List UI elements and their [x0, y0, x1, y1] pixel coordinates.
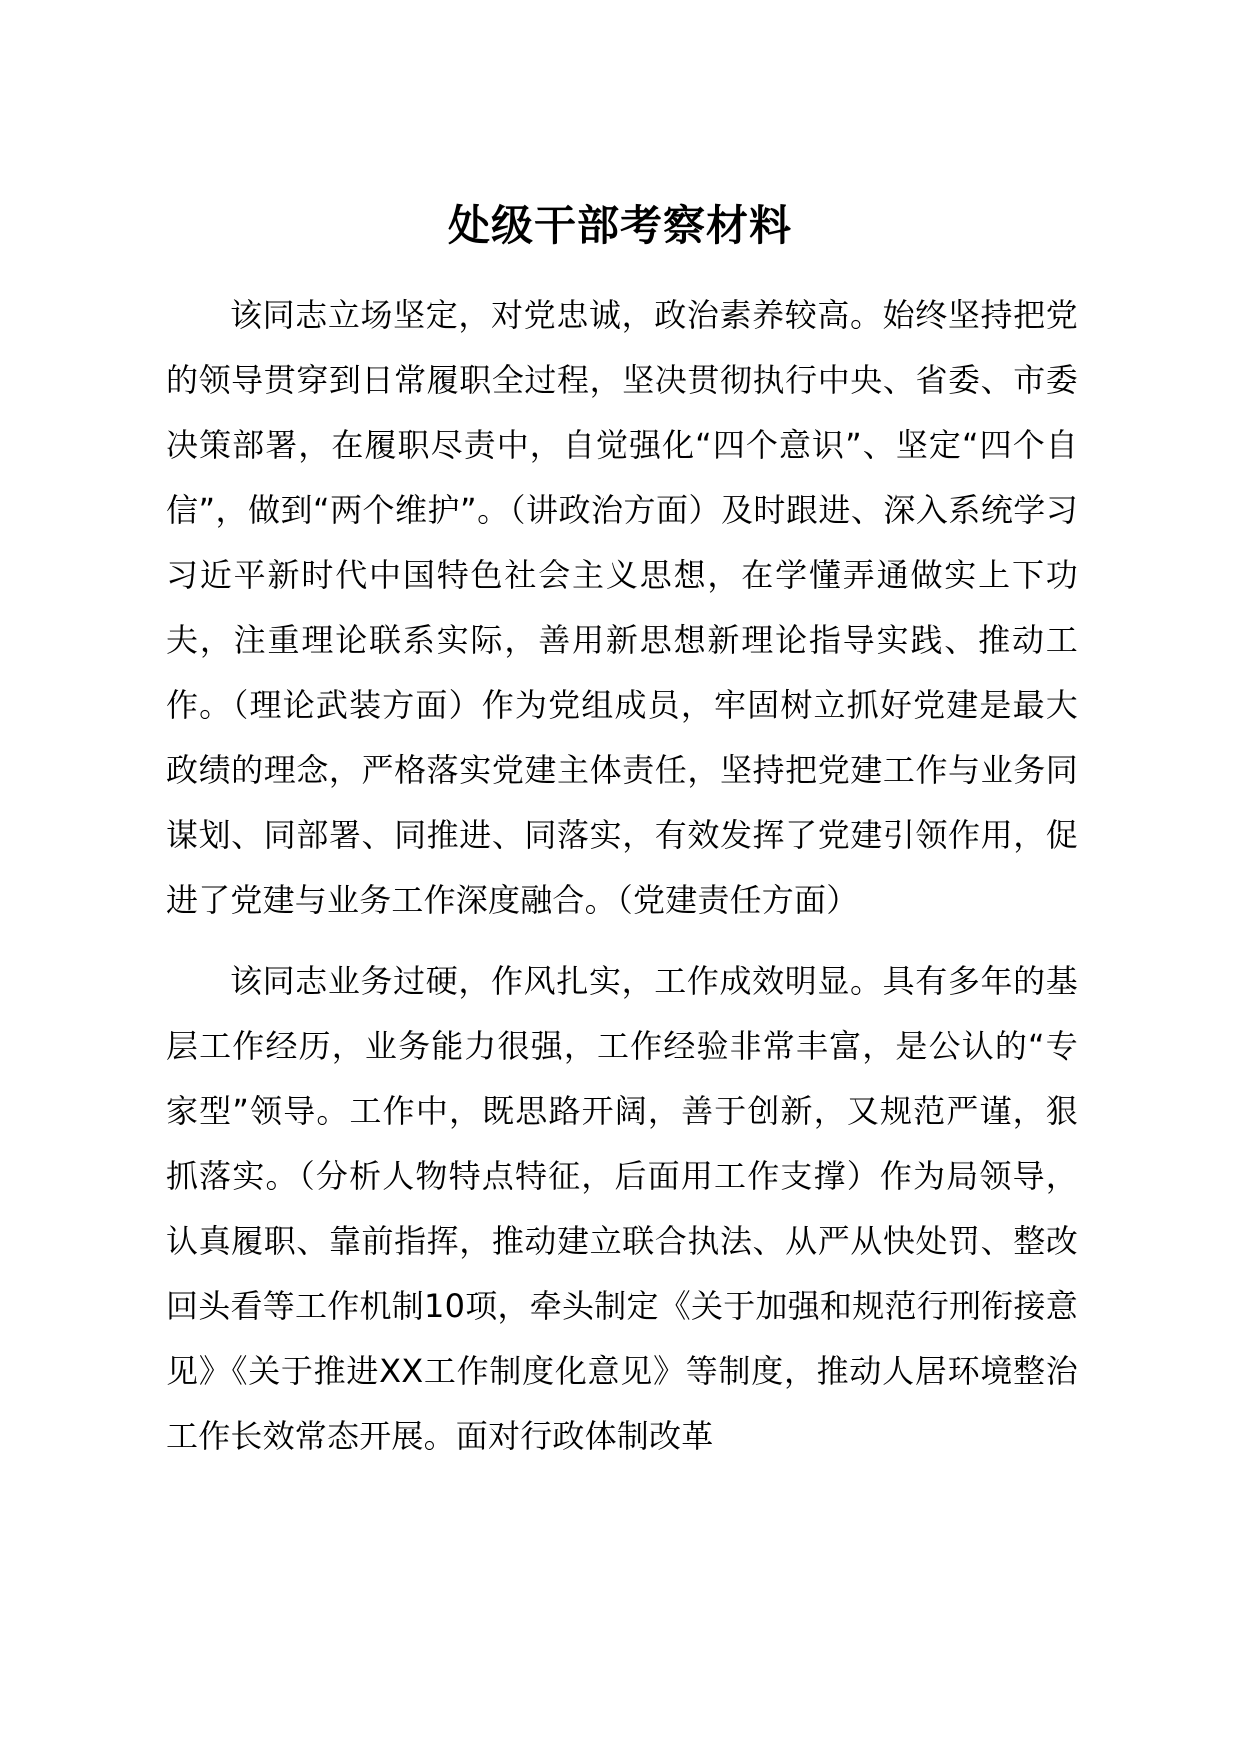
- paragraph-work-performance: 该同志业务过硬，作风扎实，工作成效明显。具有多年的基层工作经历，业务能力很强，工作经验非常丰富，是公认的“专家型”领导。工作中，既思路开阔，善于创新，又规范严谨，狠抓落实。（分析人物特点特征，后面用工作支撑）作为局领导，认真履职、靠前指挥，推动建立联合执法、从严从快处罚、整改回头看等工作机制10项，牵头制定《关于加强和规范行刑衔接意见》《关于推进XX工作制度化意见》等制度，推动人居环境整治工作长效常态开展。面对行政体制改革: [166, 962, 1078, 1455]
- paragraph-political-stance: 该同志立场坚定，对党忠诚，政治素养较高。始终坚持把党的领导贯穿到日常履职全过程，坚决贯彻执行中央、省委、市委决策部署，在履职尽责中，自觉强化“四个意识”、坚定“四个自信”，做到“两个维护”。（讲政治方面）及时跟进、深入系统学习习近平新时代中国特色社会主义思想，在学懂弄通做实上下功夫，注重理论联系实际，善用新思想新理论指导实践、推动工作。（理论武装方面）作为党组成员，牢固树立抓好党建是最大政绩的理念，严格落实党建主体责任，坚持把党建工作与业务同谋划、同部署、同推进、同落实，有效发挥了党建引领作用，促进了党建与业务工作深度融合。（党建责任方面）: [166, 296, 1078, 919]
- document-body: [166, 283, 1078, 1469]
- document-title: 处级干部考察材料: [447, 201, 792, 250]
